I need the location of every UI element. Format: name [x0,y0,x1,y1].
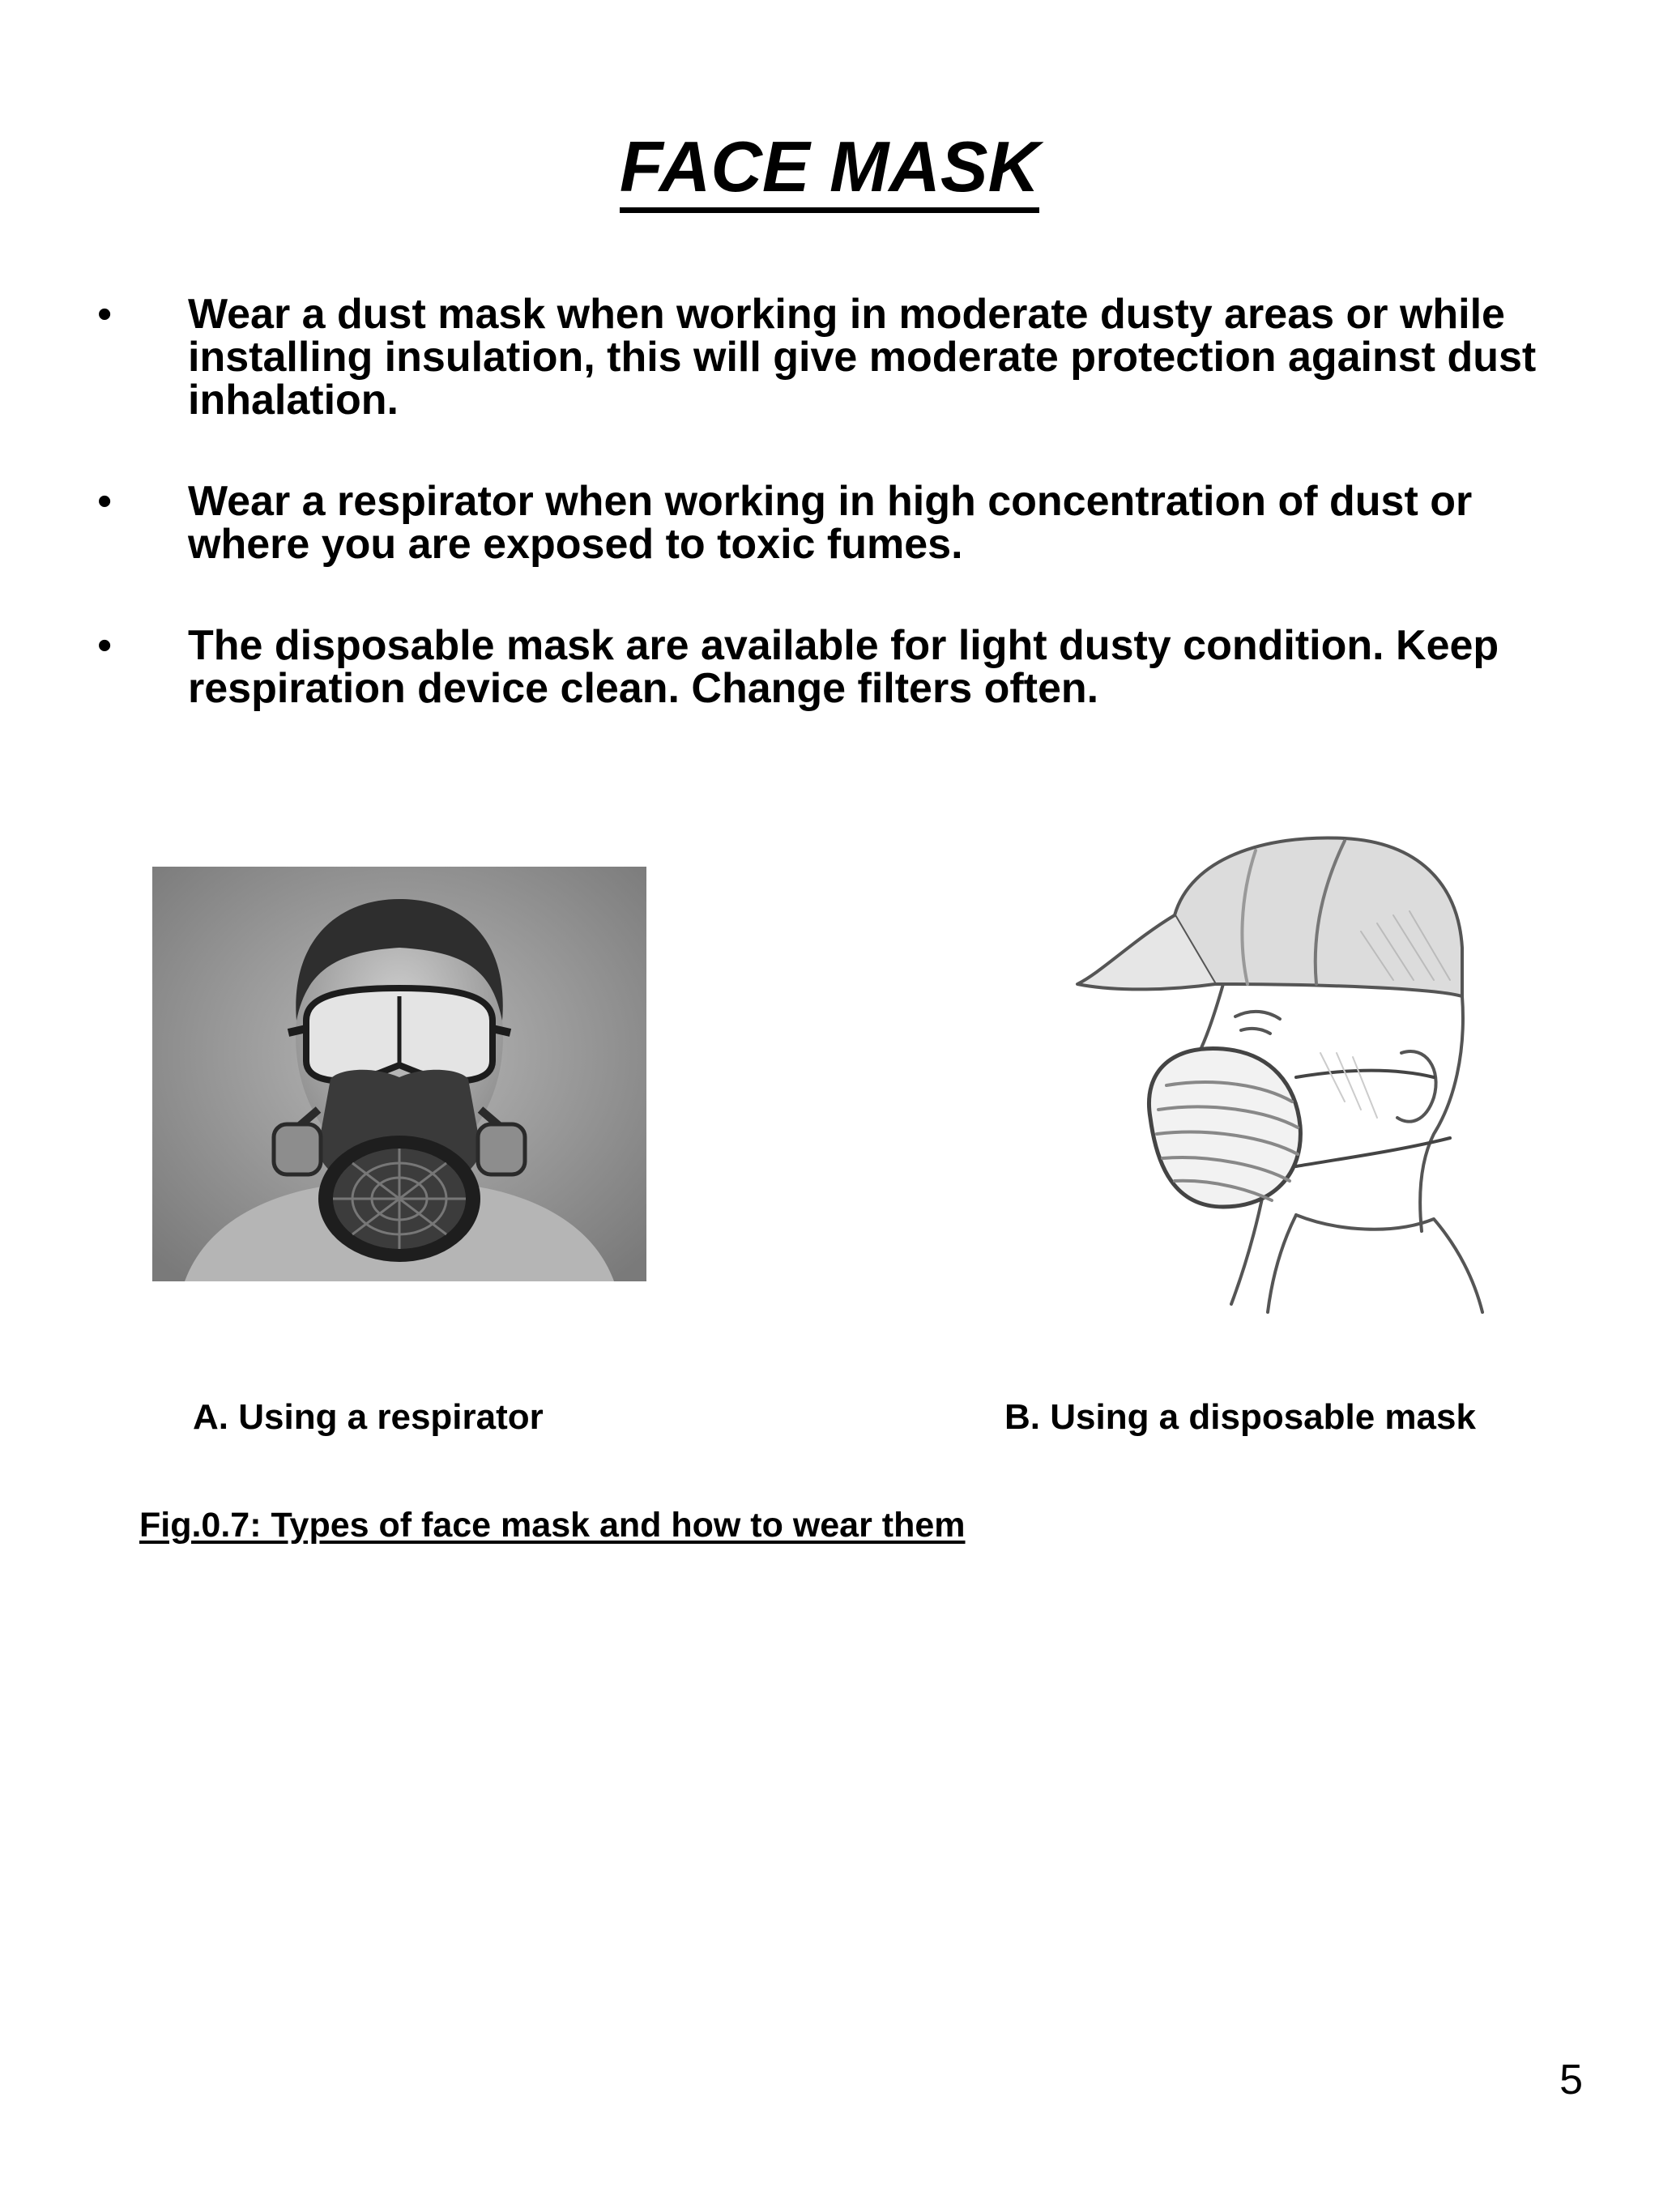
mask-cup [1149,1048,1300,1207]
bullet-item [97,293,1580,422]
left-cartridge [274,1124,321,1174]
page-title-text: FACE MASK [620,130,1039,213]
bullet-icon: • [97,622,113,669]
respirator-photo [152,867,646,1281]
respirator-illustration [152,867,646,1281]
bullet-icon: • [97,478,113,525]
disposable-mask-illustration [1053,810,1507,1320]
filter-disk [318,1136,480,1262]
bullet-list [97,293,1580,769]
page-number: 5 [1559,2056,1583,2103]
bullet-item [97,624,1580,710]
bullet-item [97,480,1580,566]
right-cartridge [478,1124,525,1174]
figure-label-a: A. Using a respirator [193,1397,544,1437]
ear-shape [1397,1051,1436,1122]
bullet-text: The disposable mask are available for light dusty condition. Keep respiration device clean. Change filters often. [188,622,1499,712]
bullet-text: Wear a dust mask when working in moderate dusty areas or while installing insulation, this will give moderate protection against dust inhalation. [188,291,1537,424]
bullet-text: Wear a respirator when working in high concentration of dust or where you are exposed to toxic fumes. [188,478,1473,568]
page-title [0,126,1659,213]
bullet-icon: • [97,291,113,338]
mask-strap-upper [1296,1071,1434,1077]
figure-label-b: B. Using a disposable mask [1004,1397,1476,1437]
figure-caption: Fig.0.7: Types of face mask and how to wear them [139,1506,966,1545]
disposable-mask-drawing [1053,810,1507,1320]
